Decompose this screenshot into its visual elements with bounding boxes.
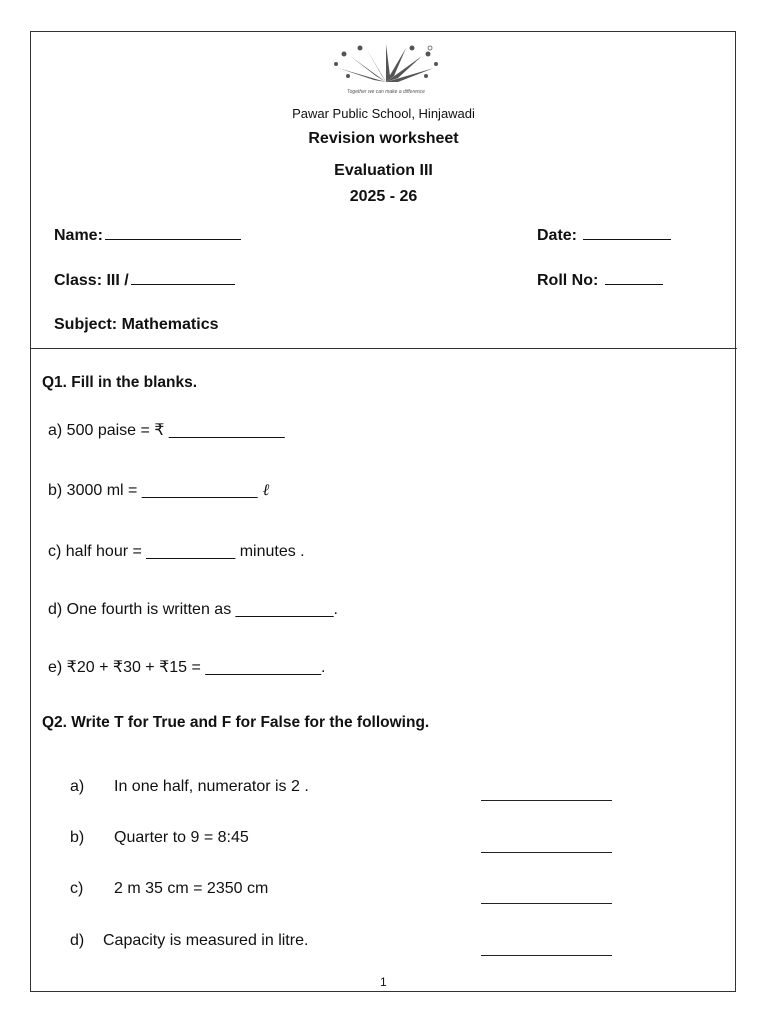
answer-blank[interactable]: _____________ (164, 422, 285, 439)
q2-item-b-text: Quarter to 9 = 8:45 (114, 829, 249, 846)
rupee-symbol: ₹ (154, 420, 165, 439)
q2-item-c-letter: c) (70, 880, 84, 897)
answer-line[interactable] (481, 903, 612, 904)
q1-heading: Q1. Fill in the blanks. (42, 374, 198, 391)
q2-item-b-letter: b) (70, 829, 85, 846)
q2-item-d-text: Capacity is measured in litre. (103, 932, 309, 949)
date-label: Date: (537, 227, 582, 244)
worksheet-title: Revision worksheet (308, 130, 459, 147)
q2-item-d-letter: d) (70, 932, 85, 949)
roll-field[interactable] (537, 272, 663, 290)
litre-symbol: ℓ (257, 480, 270, 499)
date-field[interactable] (537, 227, 671, 245)
answer-blank[interactable]: ___________ (235, 601, 334, 618)
name-blank[interactable] (105, 238, 241, 240)
page-number: 1 (380, 975, 387, 989)
q2-item-a-text: In one half, numerator is 2 . (114, 778, 309, 795)
answer-line[interactable] (481, 852, 612, 853)
header-divider (30, 348, 737, 349)
evaluation-title: Evaluation III (334, 162, 433, 179)
q1-item-e: e) ₹20 + ₹30 + ₹15 = _____________. (48, 659, 326, 676)
school-name: Pawar Public School, Hinjawadi (292, 106, 475, 121)
academic-year: 2025 - 26 (349, 188, 418, 205)
class-field[interactable] (54, 272, 235, 290)
q2-heading: Q2. Write T for True and F for False for the following. (42, 714, 430, 731)
name-field[interactable] (54, 227, 241, 245)
logo-tagline: Together we can make a difference (347, 89, 425, 95)
q1-item-b: b) 3000 ml = _____________ ℓ (48, 480, 270, 499)
q2-item-c-text: 2 m 35 cm = 2350 cm (114, 880, 269, 897)
answer-line[interactable] (481, 955, 612, 956)
answer-blank[interactable]: _____________ (141, 482, 258, 499)
answer-blank[interactable]: _____________ (205, 659, 321, 676)
q1-item-d: d) One fourth is written as ___________. (48, 601, 338, 618)
q1-item-c: c) half hour = __________ minutes . (48, 543, 305, 560)
subject-label: Subject: Mathematics (54, 316, 219, 333)
school-logo (330, 42, 442, 96)
answer-blank[interactable]: __________ (146, 543, 236, 560)
date-blank[interactable] (583, 238, 671, 240)
roll-blank[interactable] (605, 283, 663, 285)
class-label: Class: III / (54, 272, 129, 289)
q2-item-a-letter: a) (70, 778, 85, 795)
q1-item-a: a) 500 paise = ₹ _____________ (48, 420, 285, 439)
answer-line[interactable] (481, 800, 612, 801)
name-label: Name: (54, 227, 103, 244)
class-blank[interactable] (131, 283, 235, 285)
roll-label: Roll No: (537, 272, 603, 289)
